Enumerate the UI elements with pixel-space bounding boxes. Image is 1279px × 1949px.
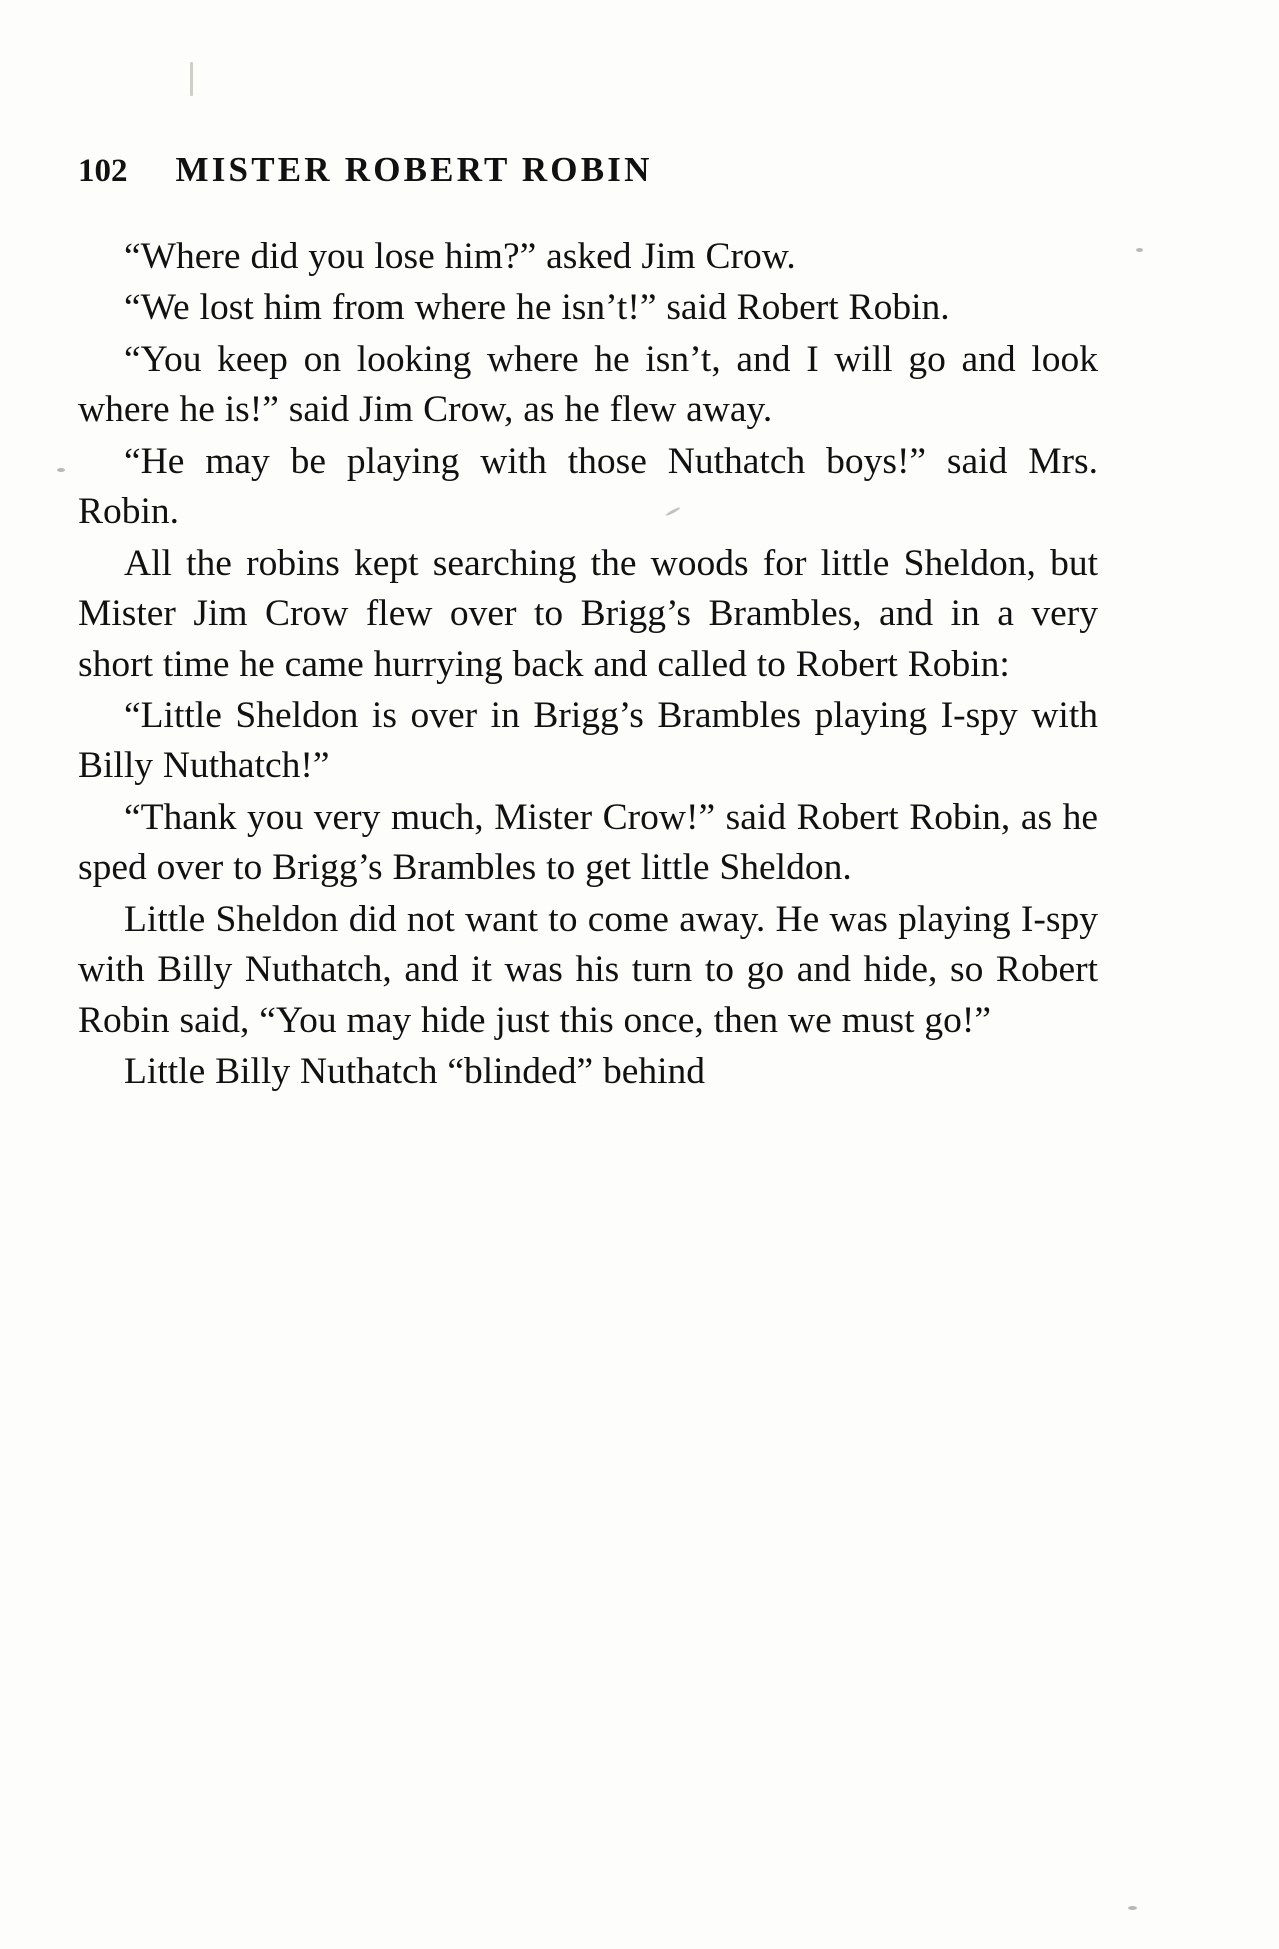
page-title: MISTER ROBERT ROBIN <box>175 150 653 189</box>
paragraph: All the robins kept searching the woods for little Sheldon, but Mister Jim Crow flew over to Brigg’s Brambles, and in a very short time he came hurrying back and called to Robert Robin: <box>78 542 1098 685</box>
page-content <box>78 150 1098 1098</box>
paragraph: “Little Sheldon is over in Brigg’s Brambles playing I-spy with Billy Nuthatch!” <box>78 694 1098 787</box>
page-speck <box>1136 248 1143 252</box>
paragraph: “You keep on looking where he isn’t, and I will go and look where he is!” said Jim Crow, as he flew away. <box>78 338 1098 431</box>
paragraph: “He may be playing with those Nuthatch boys!” said Mrs. Robin. <box>78 440 1098 533</box>
page-number: 102 <box>78 153 128 189</box>
paragraph: “We lost him from where he isn’t!” said Robert Robin. <box>124 287 950 329</box>
paragraph: “Where did you lose him?” asked Jim Crow. <box>124 236 796 277</box>
paragraph: Little Sheldon did not want to come away. He was playing I-spy with Billy Nuthatch, and it was his turn to go and hide, so Robert Robin said, “You may hide just this once, then we must go!” <box>78 898 1098 1041</box>
page-speck <box>1128 1906 1137 1910</box>
running-head <box>78 150 1098 190</box>
paragraph: Little Billy Nuthatch “blinded” behind <box>124 1051 706 1092</box>
page-speck <box>190 62 193 96</box>
paragraph: “Thank you very much, Mister Crow!” said Robert Robin, as he sped over to Brigg’s Brambles to get little Sheldon. <box>78 796 1098 889</box>
page-speck <box>57 468 65 472</box>
body-text <box>78 232 1098 1097</box>
